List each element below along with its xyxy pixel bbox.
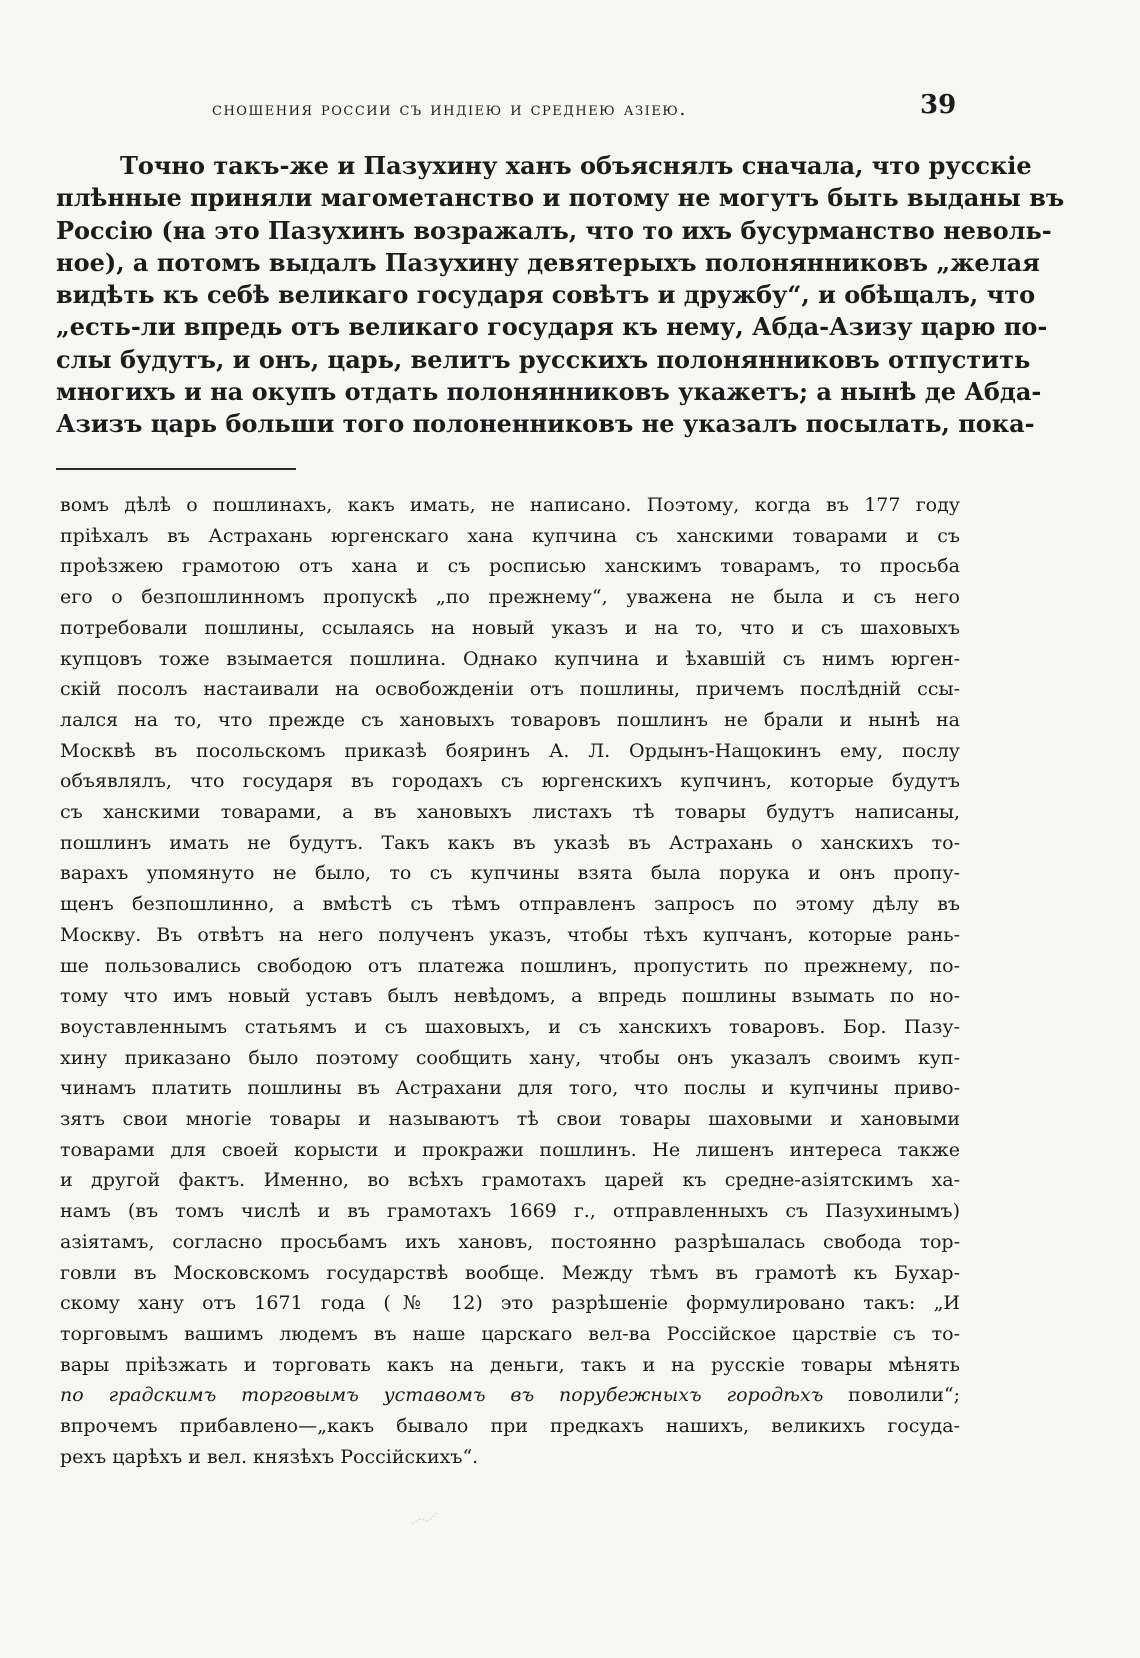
footnote-line: намъ (въ томъ числѣ и въ грамотахъ 1669 г., отправленныхъ съ Пазухинымъ): [60, 1200, 960, 1223]
main-text-line: многихъ и на окупъ отдать полонянниковъ укажетъ; а нынѣ де Абда-: [56, 377, 1042, 407]
footnote-line: скому хану отъ 1671 года (№ 12) это разрѣшеніе формулировано такъ: „И: [60, 1292, 960, 1315]
footnote-line: съ ханскими товарами, а въ хановыхъ листахъ тѣ товары будутъ написаны,: [60, 801, 960, 824]
main-text-line: слы будутъ, и онъ, царь, велитъ русскихъ полонянниковъ отпустить: [56, 344, 1031, 374]
running-head: сношения россии съ индіею и среднею азіею.: [212, 98, 687, 120]
footnote-line: впрочемъ прибавлено—„какъ бывало при предкахъ нашихъ, великихъ госуда-: [60, 1415, 960, 1438]
footnote-italic-line: [60, 1380, 960, 1411]
main-text-line: плѣнные приняли магометанство и потому не могутъ быть выданы въ: [56, 183, 1065, 213]
footnote-italic-line-rest: поволили“;: [823, 1384, 961, 1407]
footnote-line: объявлялъ, что государя въ городахъ съ юргенскихъ купчинъ, которые будутъ: [60, 770, 960, 793]
footnote-line: его о безпошлинномъ пропускѣ „по прежнему“, уважена не была и съ него: [60, 586, 960, 609]
footnote-line: зятъ свои многіе товары и называютъ тѣ свои товары шаховыми и хановыми: [60, 1108, 960, 1131]
footnote-line: чинамъ платить пошлины въ Астрахани для того, что послы и купчины приво-: [60, 1077, 960, 1100]
footnote-block: [60, 490, 960, 1473]
main-text-line: „есть-ли впредь отъ великаго государя къ нему, Абда-Азизу царю по-: [56, 312, 1048, 342]
footnote-line: ше пользовались свободою отъ платежа пошлинъ, пропустить по прежнему, по-: [60, 954, 960, 977]
page-number: 39: [920, 90, 957, 120]
footnote-line: торговымъ вашимъ людемъ въ наше царскаго вел-ва Россійское царствіе съ то-: [60, 1322, 960, 1345]
footnote-line: тому что имъ новый уставъ былъ невѣдомъ, а впредь пошлины взымать по но-: [60, 985, 960, 1008]
footnote-line: вары пріѣзжать и торговать какъ на деньги, такъ и на русскіе товары мѣнять: [60, 1353, 960, 1376]
main-text-line: ное), а потомъ выдалъ Пазухину девятерыхъ полонянниковъ „желая: [56, 247, 1040, 277]
footnote-line: Москвѣ въ посольскомъ приказѣ бояринъ А. Л. Ордынъ-Нащокинъ ему, послу: [60, 739, 960, 762]
footnote-line: азіятамъ, согласно просьбамъ ихъ хановъ, постоянно разрѣшалась свобода тор-: [60, 1230, 960, 1253]
footnote-line: Москву. Въ отвѣтъ на него полученъ указъ, чтобы тѣхъ купчанъ, которые рань-: [60, 923, 960, 946]
footnote-line: пріѣхалъ въ Астрахань юргенскаго хана купчина съ ханскими товарами и съ: [60, 524, 960, 547]
footnote-line: скій посолъ настаивали на освобожденіи отъ пошлины, причемъ послѣдній ссы-: [60, 678, 960, 701]
footnote-line: воуставленнымъ статьямъ и съ шаховыхъ, и съ ханскихъ товаровъ. Бор. Пазу-: [60, 1015, 960, 1038]
footnote-line: хину приказано было поэтому сообщить хану, чтобы онъ указалъ своимъ куп-: [60, 1046, 960, 1069]
main-text-line: Азизъ царь больши того полоненниковъ не указалъ посылать, пока-: [56, 409, 1035, 439]
footnote-line: потребовали пошлины, ссылаясь на новый указъ и на то, что и съ шаховыхъ: [60, 616, 960, 639]
footnote-line: щенъ безпошлинно, а вмѣстѣ съ тѣмъ отправленъ запросъ по этому дѣлу въ: [60, 893, 960, 916]
scan-smudge: [410, 1510, 440, 1528]
footnote-line: товарами для своей корысти и прокражи пошлинъ. Не лишенъ интереса также: [60, 1138, 960, 1161]
footnote-line: лался на то, что прежде съ хановыхъ товаровъ пошлинъ не брали и нынѣ на: [60, 708, 960, 731]
main-text-block: [56, 150, 1065, 441]
main-text-line: видѣть къ себѣ великаго государя совѣтъ и дружбу“, и обѣщалъ, что: [56, 280, 1036, 310]
footnote-line: пошлинъ имать не будутъ. Такъ какъ въ указѣ въ Астрахань о ханскихъ то-: [60, 831, 960, 854]
footnote-line: рехъ царѣхъ и вел. князѣхъ Россійскихъ“.: [60, 1445, 479, 1468]
footnote-line: купцовъ тоже взымается пошлина. Однако купчина и ѣхавшій съ нимъ юрген-: [60, 647, 960, 670]
footnote-divider: [56, 468, 296, 470]
footnote-italic-phrase: по градскимъ торговымъ уставомъ въ порубежныхъ городѣхъ: [60, 1384, 824, 1407]
footnote-line: и другой фактъ. Именно, во всѣхъ грамотахъ царей къ средне-азіятскимъ ха-: [60, 1169, 960, 1192]
footnote-line: проѣзжею грамотою отъ хана и съ росписью ханскимъ товарамъ, то просьба: [60, 555, 960, 578]
footnote-line: говли въ Московскомъ государствѣ вообще. Между тѣмъ въ грамотѣ къ Бухар-: [60, 1261, 960, 1284]
footnote-line: вомъ дѣлѣ о пошлинахъ, какъ имать, не написано. Поэтому, когда въ 177 году: [60, 494, 960, 516]
main-text-line: Точно такъ-же и Пазухину ханъ объяснялъ сначала, что русскіе: [120, 151, 1032, 180]
main-text-line: Россію (на это Пазухинъ возражалъ, что то ихъ бусурманство неволь-: [56, 215, 1052, 245]
footnote-line: варахъ упомянуто не было, то съ купчины взята была порука и онъ пропу-: [60, 862, 960, 885]
